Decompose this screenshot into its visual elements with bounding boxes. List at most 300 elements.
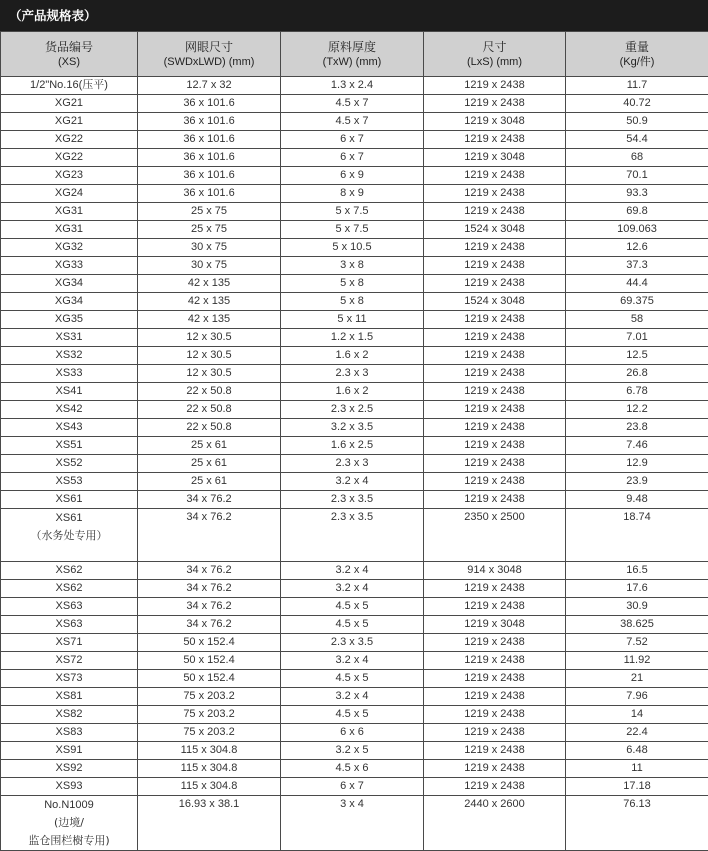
table-row [1, 724, 708, 742]
cell-dimensions [424, 77, 566, 95]
table-row [1, 275, 708, 293]
header-material-thickness [281, 32, 424, 77]
cell-value: 36 x 101.6 [183, 97, 235, 109]
header-dimensions [424, 32, 566, 77]
cell-value: 1219 x 2438 [464, 708, 525, 720]
cell-material-thickness [281, 724, 424, 742]
table-header-row [1, 32, 708, 77]
cell-product-code [1, 437, 138, 455]
cell-material-thickness [281, 293, 424, 311]
cell-mesh-size [138, 131, 281, 149]
table-row [1, 365, 708, 383]
cell-product-code [1, 95, 138, 113]
cell-value: 4.5 x 5 [335, 618, 369, 630]
cell-value: 7.01 [626, 331, 648, 343]
cell-value: 22 x 50.8 [186, 421, 232, 433]
cell-value: 5 x 11 [337, 313, 367, 325]
cell-mesh-size [138, 329, 281, 347]
cell-mesh-size [138, 347, 281, 365]
cell-value: XS31 [55, 331, 83, 343]
cell-dimensions [424, 616, 566, 634]
cell-material-thickness [281, 706, 424, 724]
cell-material-thickness [281, 311, 424, 329]
table-row [1, 778, 708, 796]
cell-value: 36 x 101.6 [183, 169, 235, 181]
cell-product-code [1, 221, 138, 239]
cell-value: 44.4 [626, 277, 648, 289]
cell-weight [566, 473, 708, 491]
cell-value: 5 x 7.5 [335, 223, 369, 235]
cell-value: XS32 [55, 349, 83, 361]
cell-value: 2440 x 2600 [464, 798, 525, 810]
cell-value: 70.1 [626, 169, 648, 181]
cell-mesh-size [138, 491, 281, 509]
cell-value: XG31 [54, 205, 84, 217]
cell-value: 69.8 [626, 205, 648, 217]
cell-value: 2.3 x 3 [335, 457, 369, 469]
cell-mesh-size [138, 419, 281, 437]
cell-product-code [1, 113, 138, 131]
cell-product-code [1, 509, 138, 562]
cell-value: 16.93 x 38.1 [178, 798, 240, 810]
cell-mesh-size [138, 455, 281, 473]
product-code: XS61 [55, 512, 83, 524]
cell-value: 26.8 [626, 367, 648, 379]
cell-value: 1219 x 2438 [464, 133, 525, 145]
cell-weight [566, 383, 708, 401]
cell-value: XS72 [55, 654, 83, 666]
cell-material-thickness [281, 616, 424, 634]
cell-weight [566, 616, 708, 634]
cell-mesh-size [138, 437, 281, 455]
cell-mesh-size [138, 670, 281, 688]
cell-weight [566, 778, 708, 796]
cell-product-code [1, 203, 138, 221]
cell-value: 109.063 [617, 223, 657, 235]
table-row [1, 652, 708, 670]
table-row [1, 239, 708, 257]
cell-value: 6 x 7 [340, 133, 364, 145]
cell-material-thickness [281, 257, 424, 275]
usage-note: (边境/ [54, 816, 84, 829]
cell-material-thickness [281, 221, 424, 239]
cell-value: 1219 x 2438 [464, 79, 525, 91]
cell-weight [566, 455, 708, 473]
cell-value: 3 x 8 [340, 259, 364, 271]
table-row [1, 634, 708, 652]
cell-dimensions [424, 634, 566, 652]
cell-mesh-size [138, 77, 281, 95]
cell-value: 1.6 x 2.5 [330, 439, 374, 451]
cell-value: XG34 [54, 295, 84, 307]
cell-material-thickness [281, 688, 424, 706]
cell-value: 25 x 61 [190, 457, 228, 469]
table-row [1, 221, 708, 239]
cell-value: XS51 [55, 439, 83, 451]
cell-value: XS63 [55, 600, 83, 612]
table-row [1, 311, 708, 329]
header-label: 货品编号 [44, 40, 93, 54]
cell-material-thickness [281, 149, 424, 167]
cell-value: 7.96 [626, 690, 648, 702]
cell-dimensions [424, 311, 566, 329]
cell-dimensions [424, 383, 566, 401]
cell-dimensions [424, 706, 566, 724]
cell-value: 11.92 [623, 654, 651, 666]
cell-material-thickness [281, 796, 424, 851]
cell-mesh-size [138, 275, 281, 293]
cell-mesh-size [138, 562, 281, 580]
cell-weight [566, 275, 708, 293]
page-title: （产品规格表） [0, 0, 708, 31]
cell-value: 7.46 [626, 439, 648, 451]
cell-value: 1.6 x 2 [335, 385, 369, 397]
cell-value: 1219 x 2438 [464, 421, 525, 433]
cell-value: 1219 x 2438 [464, 672, 525, 684]
cell-value: 1524 x 3048 [464, 295, 525, 307]
cell-dimensions [424, 580, 566, 598]
header-unit: (Kg/件) [619, 56, 655, 68]
header-unit: (LxS) (mm) [467, 56, 522, 68]
cell-material-thickness [281, 509, 424, 562]
cell-material-thickness [281, 652, 424, 670]
cell-value: XS53 [55, 475, 83, 487]
cell-value: 1219 x 2438 [464, 403, 525, 415]
table-row [1, 95, 708, 113]
cell-dimensions [424, 257, 566, 275]
cell-weight [566, 724, 708, 742]
cell-value: XG21 [54, 97, 84, 109]
table-row [1, 509, 708, 562]
cell-value: 37.3 [626, 259, 648, 271]
cell-mesh-size [138, 221, 281, 239]
cell-value: 3.2 x 4 [335, 690, 369, 702]
cell-value: 6 x 7 [340, 151, 364, 163]
cell-dimensions [424, 167, 566, 185]
cell-mesh-size [138, 401, 281, 419]
cell-value: 1219 x 2438 [464, 780, 525, 792]
cell-value: 1219 x 2438 [464, 97, 525, 109]
cell-value: 1219 x 2438 [464, 349, 525, 361]
usage-note: 监仓围栏樹专用) [28, 834, 110, 847]
cell-value: XS91 [55, 744, 83, 756]
cell-dimensions [424, 437, 566, 455]
cell-product-code [1, 616, 138, 634]
cell-dimensions [424, 473, 566, 491]
cell-weight [566, 634, 708, 652]
cell-weight [566, 149, 708, 167]
cell-value: 4.5 x 5 [335, 708, 369, 720]
header-mesh-size [138, 32, 281, 77]
cell-value: 2.3 x 3 [335, 367, 369, 379]
cell-mesh-size [138, 257, 281, 275]
cell-value: 1219 x 2438 [464, 277, 525, 289]
table-row [1, 383, 708, 401]
cell-value: 6.48 [626, 744, 648, 756]
cell-value: 12.9 [626, 457, 648, 469]
cell-dimensions [424, 203, 566, 221]
cell-value: 18.74 [623, 511, 651, 523]
cell-value: 11.7 [626, 79, 648, 91]
cell-mesh-size [138, 688, 281, 706]
cell-value: XG24 [54, 187, 84, 199]
cell-product-code [1, 77, 138, 95]
cell-value: 1219 x 2438 [464, 205, 525, 217]
cell-value: 25 x 61 [190, 475, 228, 487]
cell-value: 34 x 76.2 [186, 618, 232, 630]
cell-material-thickness [281, 185, 424, 203]
cell-weight [566, 347, 708, 365]
cell-weight [566, 562, 708, 580]
cell-weight [566, 509, 708, 562]
cell-material-thickness [281, 598, 424, 616]
cell-product-code [1, 347, 138, 365]
cell-value: 25 x 61 [190, 439, 228, 451]
cell-material-thickness [281, 167, 424, 185]
cell-weight [566, 419, 708, 437]
cell-value: XS82 [55, 708, 83, 720]
cell-value: 7.52 [626, 636, 648, 648]
cell-material-thickness [281, 634, 424, 652]
cell-value: 69.375 [620, 295, 654, 307]
cell-product-code [1, 652, 138, 670]
cell-weight [566, 706, 708, 724]
cell-weight [566, 77, 708, 95]
cell-value: 2.3 x 3.5 [330, 493, 374, 505]
cell-value: 34 x 76.2 [186, 600, 232, 612]
cell-value: 50.9 [626, 115, 648, 127]
header-unit: (XS) [58, 56, 80, 68]
cell-value: 1.2 x 1.5 [330, 331, 374, 343]
cell-value: 1.6 x 2 [335, 349, 369, 361]
cell-dimensions [424, 724, 566, 742]
cell-product-code [1, 131, 138, 149]
cell-material-thickness [281, 275, 424, 293]
cell-value: 23.8 [626, 421, 648, 433]
cell-value: XG32 [54, 241, 84, 253]
cell-product-code [1, 742, 138, 760]
header-unit: (TxW) (mm) [322, 56, 382, 68]
cell-value: 115 x 304.8 [180, 744, 238, 756]
cell-dimensions [424, 778, 566, 796]
cell-value: 93.3 [626, 187, 648, 199]
cell-material-thickness [281, 491, 424, 509]
cell-dimensions [424, 455, 566, 473]
cell-value: 54.4 [626, 133, 648, 145]
cell-value: 3.2 x 4 [335, 654, 369, 666]
cell-value: 1219 x 2438 [464, 259, 525, 271]
table-row [1, 131, 708, 149]
cell-weight [566, 311, 708, 329]
cell-product-code [1, 473, 138, 491]
cell-value: 75 x 203.2 [183, 726, 235, 738]
cell-value: XG22 [54, 151, 84, 163]
cell-value: 36 x 101.6 [183, 187, 235, 199]
cell-value: XS42 [55, 403, 83, 415]
cell-dimensions [424, 562, 566, 580]
cell-material-thickness [281, 437, 424, 455]
cell-dimensions [424, 221, 566, 239]
cell-value: 1219 x 2438 [464, 331, 525, 343]
cell-value: XS63 [55, 618, 83, 630]
cell-value: 1219 x 2438 [464, 439, 525, 451]
table-row [1, 185, 708, 203]
cell-weight [566, 491, 708, 509]
cell-mesh-size [138, 365, 281, 383]
cell-value: 42 x 135 [187, 277, 231, 289]
cell-value: 4.5 x 6 [335, 762, 369, 774]
cell-material-thickness [281, 419, 424, 437]
cell-value: XG21 [54, 115, 84, 127]
cell-dimensions [424, 185, 566, 203]
cell-value: 25 x 75 [190, 205, 228, 217]
cell-value: 1219 x 2438 [464, 762, 525, 774]
cell-material-thickness [281, 401, 424, 419]
cell-mesh-size [138, 634, 281, 652]
cell-value: 75 x 203.2 [183, 708, 235, 720]
cell-value: 50 x 152.4 [183, 672, 235, 684]
cell-product-code [1, 796, 138, 851]
cell-value: 3.2 x 4 [335, 564, 369, 576]
cell-product-code [1, 419, 138, 437]
cell-value: 1219 x 2438 [464, 367, 525, 379]
cell-value: 4.5 x 5 [335, 600, 369, 612]
cell-value: XS52 [55, 457, 83, 469]
cell-value: 914 x 3048 [467, 564, 522, 576]
cell-dimensions [424, 113, 566, 131]
header-label: 重量 [624, 40, 649, 54]
cell-mesh-size [138, 203, 281, 221]
cell-product-code [1, 598, 138, 616]
table-row [1, 796, 708, 851]
cell-weight [566, 760, 708, 778]
cell-value: 42 x 135 [187, 313, 231, 325]
cell-material-thickness [281, 329, 424, 347]
cell-value: 36 x 101.6 [183, 115, 235, 127]
cell-product-code [1, 562, 138, 580]
cell-product-code [1, 670, 138, 688]
spec-table [0, 31, 708, 851]
cell-value: 1219 x 2438 [464, 654, 525, 666]
cell-value: 68 [630, 151, 644, 163]
table-row [1, 598, 708, 616]
cell-weight [566, 203, 708, 221]
cell-value: 12.6 [626, 241, 648, 253]
cell-material-thickness [281, 455, 424, 473]
cell-product-code [1, 293, 138, 311]
cell-dimensions [424, 742, 566, 760]
cell-weight [566, 221, 708, 239]
cell-product-code [1, 329, 138, 347]
cell-product-code [1, 185, 138, 203]
cell-product-code [1, 455, 138, 473]
cell-value: 1219 x 2438 [464, 600, 525, 612]
cell-value: XG23 [54, 169, 84, 181]
cell-value: 1219 x 2438 [464, 475, 525, 487]
cell-value: 3.2 x 3.5 [330, 421, 374, 433]
cell-value: 1.3 x 2.4 [330, 79, 374, 91]
cell-weight [566, 598, 708, 616]
cell-value: 1219 x 2438 [464, 493, 525, 505]
cell-value: 1219 x 2438 [464, 690, 525, 702]
cell-value: 30 x 75 [190, 259, 228, 271]
cell-material-thickness [281, 670, 424, 688]
cell-value: 1219 x 2438 [464, 636, 525, 648]
cell-product-code [1, 311, 138, 329]
cell-value: 12.2 [626, 403, 648, 415]
cell-value: 17.18 [623, 780, 651, 792]
cell-product-code [1, 149, 138, 167]
cell-value: 12 x 30.5 [186, 349, 232, 361]
header-label: 原料厚度 [327, 40, 376, 54]
cell-material-thickness [281, 473, 424, 491]
cell-value: 22 x 50.8 [186, 403, 232, 415]
cell-value: XG22 [54, 133, 84, 145]
cell-value: 12 x 30.5 [186, 367, 232, 379]
cell-mesh-size [138, 760, 281, 778]
cell-mesh-size [138, 383, 281, 401]
cell-value: 38.625 [620, 618, 654, 630]
cell-dimensions [424, 670, 566, 688]
cell-value: XG33 [54, 259, 84, 271]
table-row [1, 419, 708, 437]
cell-weight [566, 185, 708, 203]
table-row [1, 77, 708, 95]
cell-product-code [1, 275, 138, 293]
cell-value: 1/2"No.16(压平) [30, 79, 108, 91]
cell-weight [566, 652, 708, 670]
cell-weight [566, 365, 708, 383]
cell-mesh-size [138, 796, 281, 851]
cell-value: 1219 x 2438 [464, 457, 525, 469]
cell-mesh-size [138, 185, 281, 203]
cell-value: 36 x 101.6 [183, 133, 235, 145]
cell-weight [566, 329, 708, 347]
cell-dimensions [424, 95, 566, 113]
cell-value: 1219 x 2438 [464, 187, 525, 199]
cell-product-code [1, 257, 138, 275]
cell-value: 16.5 [626, 564, 648, 576]
cell-material-thickness [281, 580, 424, 598]
cell-dimensions [424, 509, 566, 562]
cell-weight [566, 95, 708, 113]
cell-value: 1219 x 2438 [464, 726, 525, 738]
cell-dimensions [424, 365, 566, 383]
cell-weight [566, 257, 708, 275]
cell-value: 5 x 8 [340, 277, 364, 289]
cell-dimensions [424, 598, 566, 616]
cell-product-code [1, 383, 138, 401]
cell-value: 22.4 [626, 726, 648, 738]
table-row [1, 437, 708, 455]
cell-weight [566, 401, 708, 419]
cell-value: 1219 x 3048 [464, 115, 525, 127]
cell-material-thickness [281, 365, 424, 383]
cell-value: 4.5 x 7 [335, 97, 369, 109]
cell-value: 6 x 6 [340, 726, 364, 738]
table-row [1, 257, 708, 275]
cell-value: 6 x 7 [340, 780, 364, 792]
cell-value: XG35 [54, 313, 84, 325]
header-product-code [1, 32, 138, 77]
cell-value: XS62 [55, 582, 83, 594]
cell-value: 25 x 75 [190, 223, 228, 235]
table-body [1, 77, 708, 851]
cell-product-code [1, 491, 138, 509]
table-row [1, 293, 708, 311]
table-row [1, 473, 708, 491]
cell-value: 21 [630, 672, 644, 684]
